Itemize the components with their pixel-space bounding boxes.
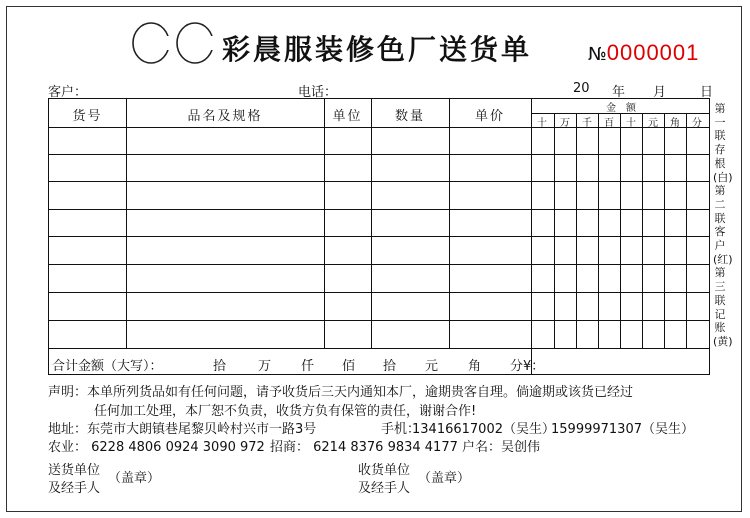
col-divider [449, 99, 450, 348]
digit-label: 元 [648, 118, 658, 129]
notice-line-2: 任何加工处理，本厂恕不负责，收货方负有保管的责任，谢谢合作! [94, 404, 477, 419]
digit-label: 十 [537, 118, 547, 129]
sender-seal: （盖章） [108, 471, 161, 486]
digit-label: 千 [582, 118, 592, 129]
notice-line-1: 声明：本单所列货品如有任何问题，请予收货后三天内通知本厂，逾期贵客自理。倘逾期或该货已经过 [48, 385, 634, 400]
col-header-quantity: 数量 [394, 109, 425, 124]
total-unit: 角 [468, 359, 482, 374]
address: 地址：东莞市大朗镇巷尾黎贝岭村兴市一路3号 [48, 422, 317, 437]
number-symbol: № [588, 44, 607, 65]
sender-label-2: 及经手人 [48, 481, 101, 496]
row-divider [49, 292, 709, 293]
row-divider [49, 264, 709, 265]
row-divider [49, 320, 709, 321]
col-header-amount: 金 额 [606, 103, 636, 114]
total-unit: 拾 [213, 359, 227, 374]
goods-table [48, 98, 710, 375]
phone-label: 电话： [298, 85, 338, 100]
digit-label: 百 [604, 118, 614, 129]
digit-divider [576, 113, 577, 348]
year-label: 年 [612, 85, 626, 100]
digit-label: 分 [692, 118, 702, 129]
copy-note: 第一联存根(白)第二联客户(红)第三联记账(黄) [713, 102, 733, 348]
receiver-label-2: 及经手人 [358, 481, 411, 496]
total-unit: 元 [425, 359, 439, 374]
total-label: 合计金额（大写）： [52, 359, 163, 374]
receiver-label-1: 收货单位 [358, 463, 411, 478]
digit-label: 十 [626, 118, 636, 129]
digit-divider [686, 113, 687, 348]
form-title: 彩晨服装修色厂送货单 [222, 33, 533, 66]
bank-account-1: 农业： 6228 4806 0924 3090 972 [48, 440, 265, 455]
row-divider [49, 154, 709, 155]
row-divider [49, 236, 709, 237]
col-divider [126, 99, 127, 348]
digit-divider [598, 113, 599, 348]
total-unit: 万 [258, 359, 272, 374]
mobile-label: 手机： [381, 422, 421, 437]
serial-number [588, 40, 699, 66]
row-divider [49, 209, 709, 210]
total-unit: 分¥： [510, 359, 545, 374]
total-divider [49, 348, 709, 349]
account-name: 户名：吴创伟 [462, 440, 541, 455]
customer-label: 客户： [48, 85, 88, 100]
digit-label: 万 [560, 118, 570, 129]
year-prefix: 20 [573, 81, 590, 96]
digit-divider [664, 113, 665, 348]
row-divider [49, 181, 709, 182]
number-value: 0000001 [606, 40, 700, 65]
month-label: 月 [653, 85, 667, 100]
digit-divider [620, 113, 621, 348]
digit-divider [642, 113, 643, 348]
receiver-seal: （盖章） [418, 471, 471, 486]
col-header-unit: 单位 [332, 109, 363, 124]
bank-account-2: 招商： 6214 8376 9834 4177 [270, 440, 458, 455]
mobile-1: 13416617002（吴生） [412, 422, 555, 437]
col-header-item-no: 货号 [72, 109, 103, 124]
total-unit: 拾 [383, 359, 397, 374]
digit-divider [554, 113, 555, 348]
cc-logo [129, 20, 221, 66]
sender-label-1: 送货单位 [48, 463, 101, 478]
digit-label: 角 [670, 118, 680, 129]
mobile-2: 15999971307（吴生） [551, 422, 694, 437]
col-header-name-spec: 品名及规格 [187, 109, 263, 124]
total-unit: 佰 [342, 359, 356, 374]
col-divider [324, 99, 325, 348]
total-unit: 仟 [301, 359, 315, 374]
day-label: 日 [700, 85, 714, 100]
col-header-unit-price: 单价 [474, 109, 505, 124]
col-divider [371, 99, 372, 348]
